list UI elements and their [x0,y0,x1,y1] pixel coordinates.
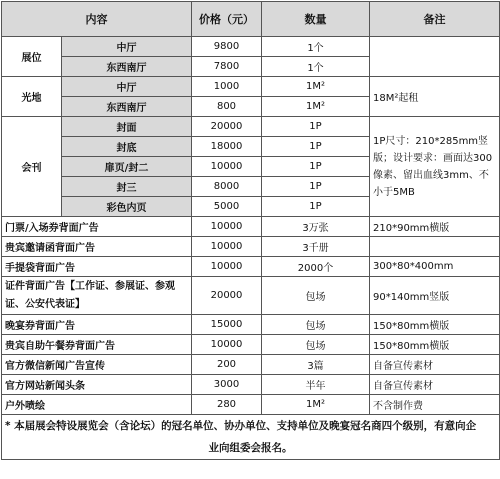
ad-qty: 3万张 [262,217,370,237]
item-name: 封三 [62,177,192,197]
table-row [2,395,500,415]
category-booth: 展位 [2,37,62,77]
ad-price: 10000 [192,217,262,237]
ad-price: 10000 [192,257,262,277]
header-price: 价格（元） [192,2,262,37]
ad-name: 门票/入场券背面广告 [2,217,192,237]
item-qty: 1M² [262,77,370,97]
item-qty: 1P [262,197,370,217]
table-row [2,375,500,395]
item-qty: 1个 [262,57,370,77]
ad-note: 自备宣传素材 [370,375,500,395]
ad-name: 贵宾邀请函背面广告 [2,237,192,257]
ad-qty: 3千册 [262,237,370,257]
header-row [2,2,500,37]
item-price: 18000 [192,137,262,157]
ad-note: 自备宣传素材 [370,355,500,375]
footnote [2,415,500,460]
item-qty: 1M² [262,97,370,117]
ad-name: 官方网站新闻头条 [2,375,192,395]
item-note [370,37,500,77]
ad-name: 证件背面广告【工作证、参展证、参观证、公安代表证】 [2,277,192,315]
item-price: 800 [192,97,262,117]
item-name: 东西南厅 [62,97,192,117]
ad-qty: 包场 [262,277,370,315]
table-row [2,355,500,375]
table-row [2,277,500,315]
ad-price: 15000 [192,315,262,335]
ad-qty: 包场 [262,315,370,335]
ad-name: 贵宾自助午餐券背面广告 [2,335,192,355]
ad-note: 90*140mm竖版 [370,277,500,315]
table-row [2,77,500,97]
table-row [2,237,500,257]
ad-price: 200 [192,355,262,375]
ad-price: 10000 [192,237,262,257]
journal-note: 1P尺寸：210*285mm竖版；设计要求：画面达300像素、留出血线3mm、不小于5MB [370,117,500,217]
item-name: 封面 [62,117,192,137]
item-qty: 1P [262,177,370,197]
item-name: 扉页/封二 [62,157,192,177]
item-name: 东西南厅 [62,57,192,77]
item-price: 20000 [192,117,262,137]
footnote-row [2,415,500,460]
footnote-line-1: * 本届展会特设展览会（含论坛）的冠名单位、协办单位、支持单位及晚宴冠名商四个级别，有意向企 [5,420,477,432]
ad-note [370,237,500,257]
item-price: 8000 [192,177,262,197]
item-price: 7800 [192,57,262,77]
item-name: 中厅 [62,77,192,97]
ad-note: 不含制作费 [370,395,500,415]
table-row [2,257,500,277]
ad-price: 10000 [192,335,262,355]
ad-qty: 3篇 [262,355,370,375]
item-name: 中厅 [62,37,192,57]
header-qty: 数量 [262,2,370,37]
item-name: 封底 [62,137,192,157]
category-journal: 会刊 [2,117,62,217]
item-price: 5000 [192,197,262,217]
item-qty: 1P [262,157,370,177]
ad-note: 210*90mm横版 [370,217,500,237]
ad-price: 20000 [192,277,262,315]
price-table [1,1,500,460]
ad-price: 280 [192,395,262,415]
ad-qty: 半年 [262,375,370,395]
category-ground: 光地 [2,77,62,117]
item-name: 彩色内页 [62,197,192,217]
table-row [2,217,500,237]
ad-name: 手提袋背面广告 [2,257,192,277]
ad-name: 户外喷绘 [2,395,192,415]
item-price: 1000 [192,77,262,97]
ad-price: 3000 [192,375,262,395]
item-price: 10000 [192,157,262,177]
ad-name: 官方微信新闻广告宣传 [2,355,192,375]
ad-qty: 包场 [262,335,370,355]
table-row [2,37,500,57]
ground-note: 18M²起租 [370,77,500,117]
header-content: 内容 [2,2,192,37]
ad-note: 300*80*400mm [370,257,500,277]
ad-note: 150*80mm横版 [370,315,500,335]
item-price: 9800 [192,37,262,57]
header-note: 备注 [370,2,500,37]
table-row [2,117,500,137]
table-row [2,315,500,335]
table-row [2,335,500,355]
ad-note: 150*80mm横版 [370,335,500,355]
ad-qty: 2000个 [262,257,370,277]
item-qty: 1个 [262,37,370,57]
item-qty: 1P [262,137,370,157]
ad-name: 晚宴券背面广告 [2,315,192,335]
footnote-line-2: 业向组委会报名。 [208,442,293,454]
item-qty: 1P [262,117,370,137]
ad-qty: 1M² [262,395,370,415]
